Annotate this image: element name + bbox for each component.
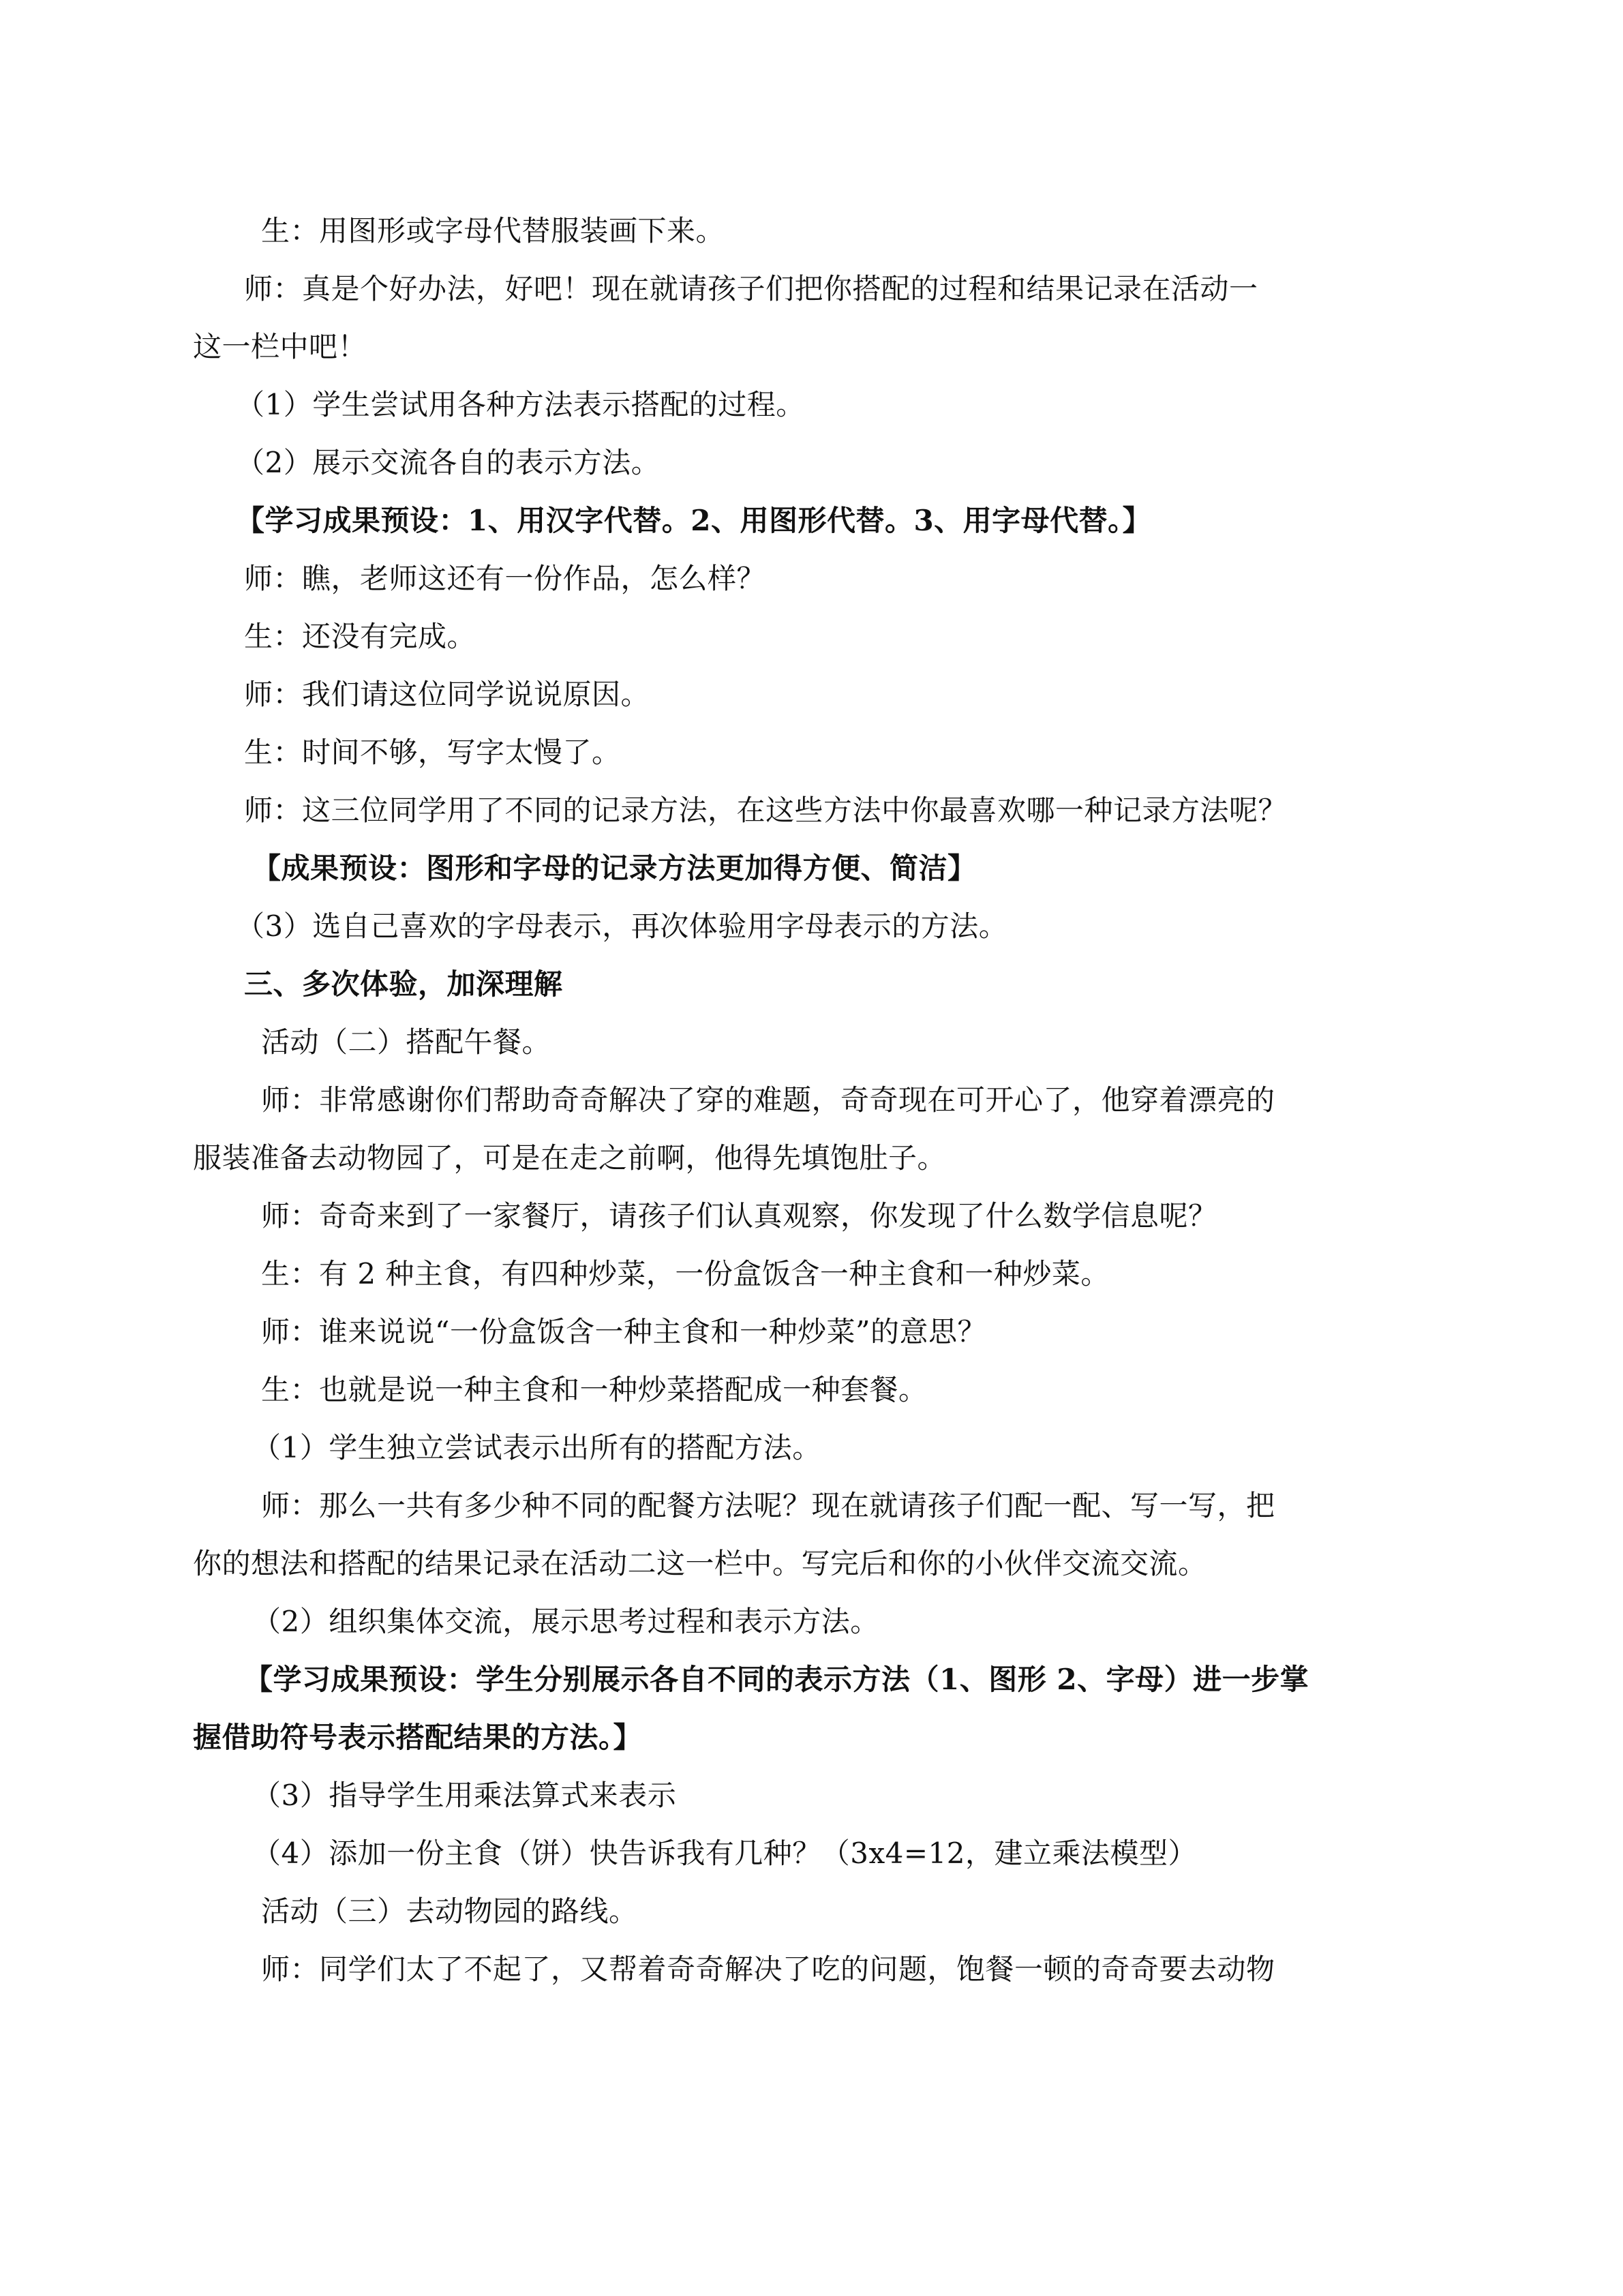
text-line: （3）选自己喜欢的字母表示，再次体验用字母表示的方法。 bbox=[236, 909, 1008, 943]
text-line: 【成果预设：图形和字母的记录方法更加得方便、简洁】 bbox=[252, 851, 977, 885]
text-line: 生：用图形或字母代替服装画下来。 bbox=[261, 214, 725, 247]
text-line: 活动（二）搭配午餐。 bbox=[261, 1025, 551, 1059]
text-line: 师：瞧，老师这还有一份作品，怎么样？ bbox=[244, 562, 766, 595]
text-line: （2）组织集体交流，展示思考过程和表示方法。 bbox=[252, 1605, 879, 1638]
text-line: 师：奇奇来到了一家餐厅，请孩子们认真观察，你发现了什么数学信息呢？ bbox=[261, 1199, 1217, 1233]
text-line: （1）学生独立尝试表示出所有的搭配方法。 bbox=[252, 1431, 821, 1464]
text-line: 生：时间不够，写字太慢了。 bbox=[244, 736, 621, 769]
section-heading: 三、多次体验，加深理解 bbox=[244, 967, 563, 1001]
text-line: 生：有 2 种主食，有四种炒菜，一份盒饭含一种主食和一种炒菜。 bbox=[261, 1257, 1110, 1290]
text-line: 【学习成果预设：学生分别展示各自不同的表示方法（1、图形 2、字母）进一步掌 bbox=[244, 1663, 1309, 1696]
text-line: 师：这三位同学用了不同的记录方法，在这些方法中你最喜欢哪一种记录方法呢？ bbox=[244, 794, 1288, 827]
text-line: 这一栏中吧！ bbox=[193, 330, 367, 363]
text-line: （2）展示交流各自的表示方法。 bbox=[236, 446, 661, 479]
text-line: 活动（三）去动物园的路线。 bbox=[261, 1894, 638, 1928]
text-line: （1）学生尝试用各种方法表示搭配的过程。 bbox=[236, 388, 805, 421]
text-line: 你的想法和搭配的结果记录在活动二这一栏中。写完后和你的小伙伴交流交流。 bbox=[193, 1547, 1207, 1580]
text-line: 生：还没有完成。 bbox=[244, 620, 476, 653]
text-line: 生：也就是说一种主食和一种炒菜搭配成一种套餐。 bbox=[261, 1373, 928, 1406]
text-line: 师：谁来说说“一份盒饭含一种主食和一种炒菜”的意思？ bbox=[261, 1315, 986, 1348]
text-line: 师：我们请这位同学说说原因。 bbox=[244, 678, 650, 711]
text-line: 握借助符号表示搭配结果的方法。】 bbox=[193, 1721, 643, 1754]
text-line: 师：那么一共有多少种不同的配餐方法呢？现在就请孩子们配一配、写一写，把 bbox=[261, 1489, 1275, 1522]
text-line: 师：真是个好办法，好吧！现在就请孩子们把你搭配的过程和结果记录在活动一 bbox=[244, 272, 1258, 305]
text-line: （4）添加一份主食（饼）快告诉我有几种？（3x4=12，建立乘法模型） bbox=[252, 1837, 1197, 1870]
text-line: 师：非常感谢你们帮助奇奇解决了穿的难题，奇奇现在可开心了，他穿着漂亮的 bbox=[261, 1083, 1275, 1117]
text-line: 【学习成果预设：1、用汉字代替。2、用图形代替。3、用字母代替。】 bbox=[236, 504, 1152, 537]
text-line: （3）指导学生用乘法算式来表示 bbox=[252, 1779, 677, 1812]
text-line: 服装准备去动物园了，可是在走之前啊，他得先填饱肚子。 bbox=[193, 1141, 947, 1175]
text-line: 师：同学们太了不起了，又帮着奇奇解决了吃的问题，饱餐一顿的奇奇要去动物 bbox=[261, 1952, 1275, 1986]
